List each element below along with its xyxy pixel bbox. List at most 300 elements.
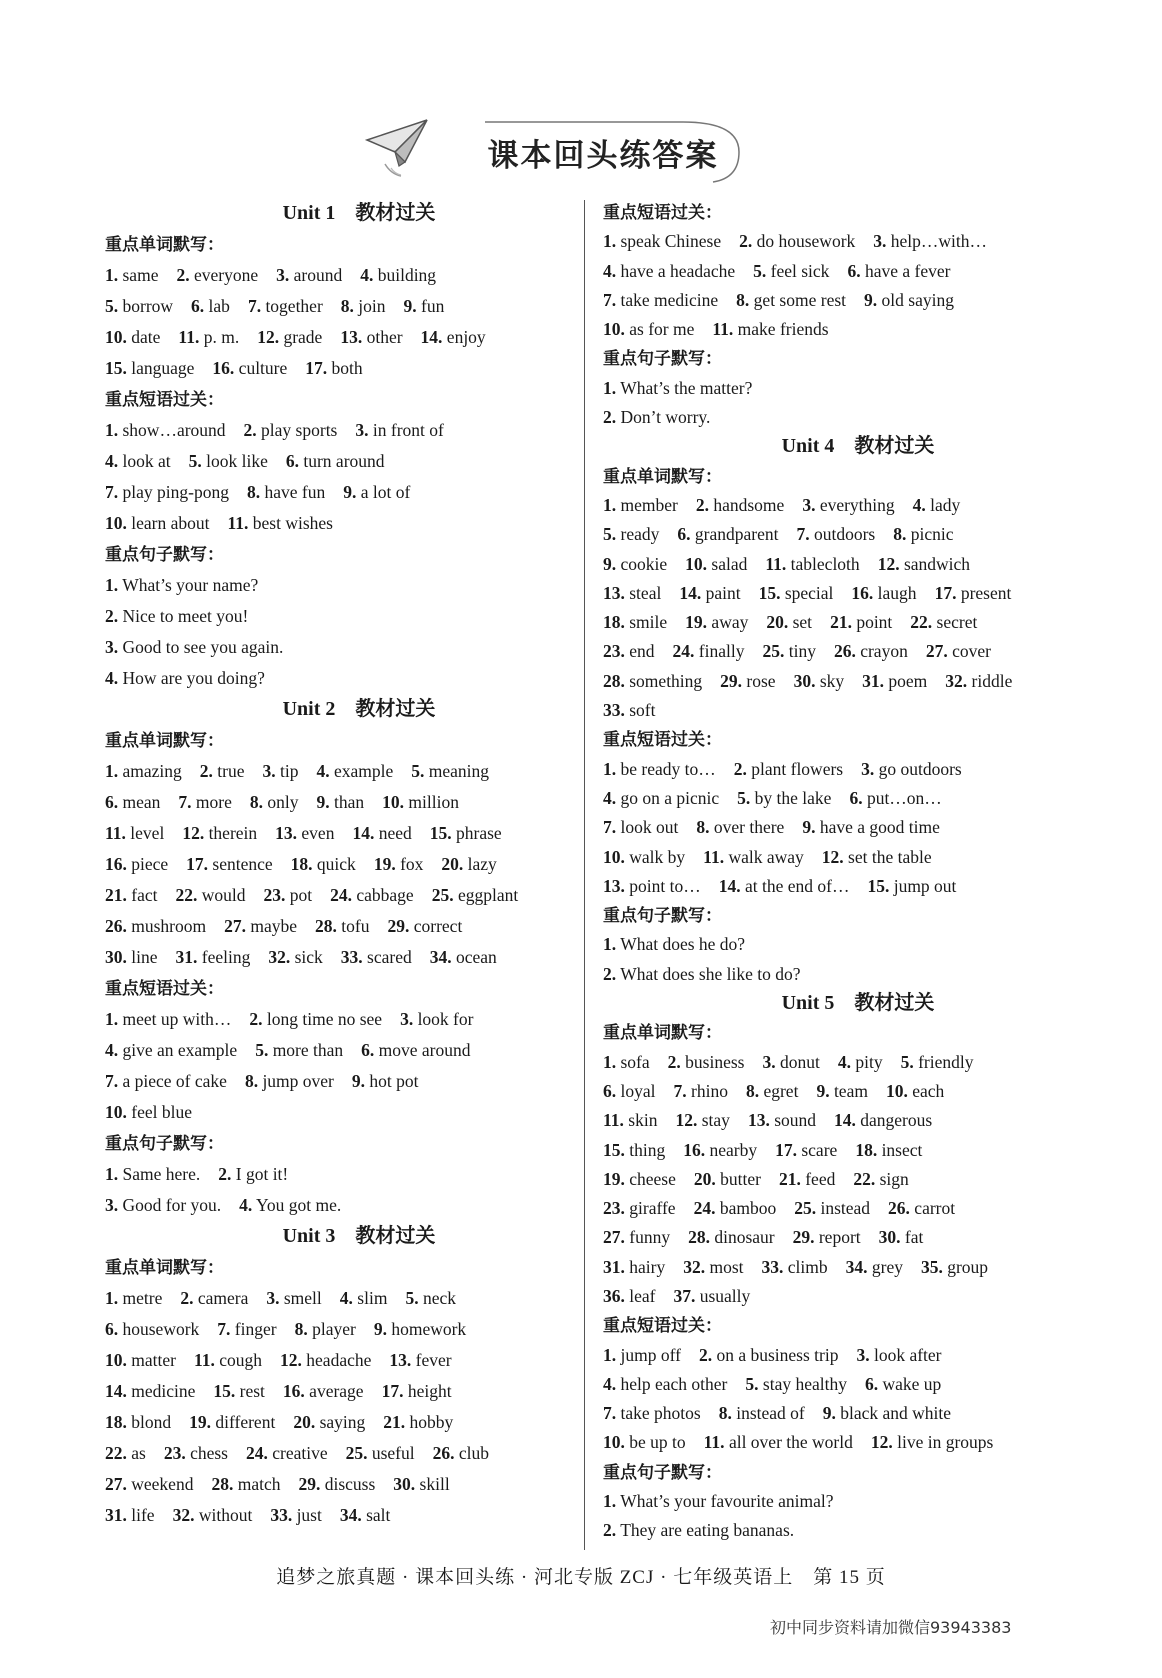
answer-line: [603, 755, 1073, 784]
answer-text: What does she like to do?: [620, 963, 801, 984]
answer-item: [855, 1140, 922, 1160]
answer-text: maybe: [250, 916, 298, 936]
answer-item: [864, 290, 954, 310]
answer-number: 24.: [330, 885, 352, 905]
answer-item: [603, 1432, 686, 1452]
answer-item: [105, 1505, 155, 1525]
answer-text: Same here.: [122, 1164, 201, 1184]
answer-number: 7.: [603, 1403, 617, 1424]
answer-item: [249, 1009, 382, 1029]
answer-number: 1.: [105, 761, 119, 781]
answer-line: [105, 570, 573, 601]
answer-text: creative: [272, 1443, 328, 1463]
answer-number: 4.: [339, 1288, 353, 1308]
answer-number: 36.: [603, 1285, 625, 1306]
answer-text: p. m.: [203, 327, 240, 347]
answer-number: 15.: [105, 358, 127, 378]
answer-item: [340, 327, 402, 347]
answer-text: They are eating bananas.: [620, 1520, 795, 1541]
answer-number: 4.: [603, 260, 617, 281]
answer-line: [105, 1438, 573, 1469]
answer-number: 13.: [747, 1110, 770, 1131]
answer-number: 9.: [603, 553, 617, 574]
answer-text: help each other: [620, 1373, 728, 1394]
answer-line: [105, 1376, 573, 1407]
answer-text: giraffe: [629, 1198, 676, 1219]
answer-item: [871, 1432, 994, 1452]
answer-text: club: [458, 1443, 490, 1463]
answer-text: matter: [131, 1350, 176, 1370]
answer-item: [105, 420, 226, 440]
answer-number: 8.: [893, 524, 907, 545]
answer-text: average: [309, 1381, 364, 1401]
answer-line: [603, 813, 1073, 842]
answer-line: [603, 1253, 1073, 1282]
answer-number: 7.: [673, 1080, 687, 1101]
answer-number: 2.: [698, 1344, 713, 1365]
answer-number: 8.: [246, 482, 261, 502]
answer-number: 28.: [211, 1474, 234, 1494]
answer-text: skill: [419, 1474, 450, 1494]
answer-item: [245, 1071, 334, 1091]
answer-text: wake up: [882, 1373, 942, 1394]
answer-line: [603, 872, 1073, 901]
answer-item: [674, 1081, 728, 1101]
answer-text: riddle: [971, 670, 1013, 691]
answer-text: neck: [422, 1288, 456, 1308]
answer-number: 9.: [373, 1319, 387, 1339]
answer-text: Nice to meet you!: [122, 606, 249, 626]
answer-number: 10.: [603, 1432, 625, 1453]
answer-text: each: [912, 1080, 945, 1101]
answer-item: [762, 1257, 828, 1277]
answer-number: 1.: [603, 494, 617, 515]
answer-text: jump over: [262, 1071, 334, 1091]
answer-text: dinosaur: [714, 1227, 775, 1248]
answer-number: 3.: [861, 758, 875, 779]
answer-number: 31.: [105, 1505, 127, 1525]
answer-number: 15.: [213, 1381, 236, 1401]
answer-item: [105, 575, 258, 595]
answer-text: dangerous: [860, 1110, 933, 1131]
answer-text: egret: [763, 1080, 799, 1101]
section-label: 重点短语过关：: [603, 203, 722, 222]
answer-text: other: [366, 327, 403, 347]
answer-text: insect: [881, 1139, 923, 1160]
answer-item: [603, 378, 752, 398]
answer-item: [879, 1227, 924, 1247]
answer-item: [746, 1081, 798, 1101]
answer-item: [276, 265, 342, 285]
answer-text: usually: [699, 1285, 751, 1306]
answer-item: [679, 583, 740, 603]
answer-number: 29.: [387, 916, 410, 936]
answer-text: play ping-pong: [122, 482, 229, 502]
answer-text: old saying: [881, 289, 954, 310]
answer-item: [200, 761, 245, 781]
section-label: 重点句子默写：: [105, 1134, 224, 1153]
answer-number: 5.: [745, 1373, 759, 1394]
answer-line: [603, 227, 1073, 256]
answer-line: [603, 667, 1073, 696]
answer-item: [298, 1474, 375, 1494]
answer-item: [603, 261, 735, 281]
answer-number: 2.: [180, 1288, 194, 1308]
answer-number: 9.: [822, 1403, 836, 1424]
answer-text: feeling: [201, 947, 251, 967]
answer-number: 34.: [429, 947, 452, 967]
answer-number: 1.: [105, 1288, 119, 1308]
answer-number: 16.: [105, 854, 127, 874]
answer-line: [603, 1194, 1073, 1223]
answer-text: blond: [131, 1412, 172, 1432]
answer-item: [834, 1110, 932, 1130]
answer-number: 5.: [411, 761, 425, 781]
answer-item: [182, 823, 257, 843]
answer-text: metre: [122, 1288, 163, 1308]
unit-title: Unit 4 教材过关: [781, 435, 935, 458]
answer-item: [720, 671, 775, 691]
answer-number: 27.: [105, 1474, 127, 1494]
answer-text: business: [685, 1051, 745, 1072]
answer-item: [189, 1412, 275, 1432]
answer-text: on a business trip: [716, 1344, 839, 1365]
answer-text: Don’t worry.: [620, 407, 711, 428]
answer-item: [341, 296, 386, 316]
answer-number: 14.: [718, 875, 741, 896]
answer-number: 1.: [105, 420, 119, 440]
answer-number: 1.: [105, 575, 119, 595]
answer-text: discuss: [324, 1474, 376, 1494]
answer-item: [315, 916, 369, 936]
answer-item: [389, 1350, 451, 1370]
answer-text: cabbage: [356, 885, 414, 905]
answer-number: 1.: [603, 1491, 617, 1512]
answer-number: 15.: [758, 582, 781, 603]
answer-item: [105, 1071, 227, 1091]
answer-item: [603, 876, 701, 896]
answer-item: [266, 1288, 321, 1308]
answer-item: [355, 420, 443, 440]
answer-item: [105, 637, 283, 657]
answer-item: [793, 1227, 861, 1247]
answer-item: [603, 759, 716, 779]
answer-number: 35.: [920, 1256, 943, 1277]
answer-item: [105, 1381, 195, 1401]
answer-text: only: [267, 792, 299, 812]
answer-text: meet up with…: [122, 1009, 232, 1029]
section-label: 重点句子默写：: [603, 349, 722, 369]
answer-text: cover: [952, 641, 991, 662]
answer-text: speak Chinese: [620, 231, 722, 252]
answer-text: fat: [904, 1227, 924, 1248]
answer-item: [677, 524, 778, 544]
answer-item: [317, 792, 365, 812]
answer-item: [603, 1520, 794, 1540]
answer-item: [736, 290, 846, 310]
answer-number: 16.: [282, 1381, 305, 1401]
answer-text: rest: [239, 1381, 265, 1401]
answer-number: 28.: [315, 916, 337, 936]
answer-number: 14.: [679, 582, 702, 603]
answer-number: 3.: [105, 1195, 119, 1215]
answer-text: What’s your name?: [122, 575, 259, 595]
answer-text: go on a picnic: [620, 787, 720, 808]
answer-item: [105, 1412, 171, 1432]
answer-item: [675, 1110, 729, 1130]
answer-number: 9.: [816, 1080, 830, 1101]
answer-item: [173, 1505, 253, 1525]
answer-item: [603, 231, 721, 251]
answer-item: [673, 641, 745, 661]
answer-item: [901, 1052, 974, 1072]
answer-line: [105, 601, 573, 632]
answer-item: [180, 1288, 248, 1308]
answer-item: [360, 265, 436, 285]
answer-number: 8.: [244, 1071, 259, 1091]
answer-text: have a good time: [819, 817, 940, 838]
answer-number: 4.: [105, 451, 119, 471]
answer-number: 13.: [389, 1350, 412, 1370]
answer-item: [191, 296, 230, 316]
answer-text: point: [856, 612, 893, 633]
answer-item: [430, 823, 502, 843]
answer-item: [861, 759, 962, 779]
section-label: 重点短语过关：: [603, 1316, 722, 1336]
answer-line: [603, 960, 1073, 989]
answer-number: 3.: [802, 494, 816, 515]
answer-item: [213, 1381, 265, 1401]
answer-text: tofu: [341, 916, 370, 936]
answer-number: 7.: [796, 524, 810, 545]
answer-text: Good for you.: [122, 1195, 222, 1215]
answer-item: [263, 761, 299, 781]
answer-text: What does he do?: [620, 934, 746, 955]
answer-item: [105, 606, 248, 626]
answer-item: [759, 583, 834, 603]
answer-item: [105, 1040, 237, 1060]
answer-item: [421, 327, 486, 347]
answer-number: 5.: [603, 524, 617, 545]
answer-number: 17.: [934, 582, 957, 603]
answer-number: 9.: [403, 296, 417, 316]
answer-item: [275, 823, 334, 843]
answer-number: 24.: [245, 1443, 268, 1463]
answer-number: 31.: [603, 1256, 625, 1277]
answer-number: 21.: [383, 1412, 406, 1432]
answer-text: cheese: [629, 1168, 676, 1189]
answer-text: poem: [888, 670, 928, 691]
answer-number: 37.: [673, 1285, 696, 1306]
answer-text: group: [947, 1256, 989, 1277]
answer-item: [603, 1345, 681, 1365]
answer-item: [603, 1403, 701, 1423]
answer-item: [603, 1286, 655, 1306]
answer-number: 2.: [603, 963, 617, 984]
answer-number: 23.: [163, 1443, 186, 1463]
answer-line: [105, 446, 573, 477]
answer-text: camera: [197, 1288, 249, 1308]
answer-item: [694, 1169, 761, 1189]
answer-text: sound: [774, 1110, 816, 1131]
answer-text: walk away: [728, 846, 804, 867]
answer-item: [603, 290, 718, 310]
answer-number: 10.: [885, 1080, 908, 1101]
answer-item: [186, 854, 273, 874]
answer-item: [405, 1288, 456, 1308]
answer-item: [822, 847, 932, 867]
answer-item: [346, 1443, 415, 1463]
answer-text: be up to: [629, 1432, 686, 1453]
answer-item: [432, 885, 519, 905]
answer-text: without: [198, 1505, 253, 1525]
answer-text: weekend: [131, 1474, 194, 1494]
answer-line: [105, 663, 573, 694]
answer-number: 31.: [862, 670, 885, 691]
answer-item: [603, 554, 667, 574]
answer-number: 20.: [293, 1412, 316, 1432]
answer-text: just: [296, 1505, 322, 1525]
answer-number: 11.: [712, 319, 734, 340]
answer-text: go outdoors: [878, 758, 962, 779]
answer-text: I got it!: [235, 1164, 289, 1184]
answer-text: a piece of cake: [122, 1071, 227, 1091]
answer-number: 11.: [227, 513, 249, 533]
answer-text: example: [333, 761, 394, 781]
section-label: 重点短语过关：: [105, 390, 224, 409]
answer-line: [603, 403, 1073, 432]
answer-number: 12.: [675, 1110, 698, 1131]
answer-text: around: [293, 265, 343, 285]
answer-number: 9.: [351, 1071, 366, 1091]
answer-text: jump off: [620, 1344, 681, 1365]
answer-item: [105, 482, 229, 502]
answer-item: [105, 451, 171, 471]
answer-number: 2.: [199, 761, 213, 781]
answer-item: [280, 1350, 371, 1370]
answer-number: 18.: [290, 854, 313, 874]
answer-item: [316, 761, 393, 781]
answer-text: fox: [400, 854, 424, 874]
answer-text: play sports: [261, 420, 338, 440]
answer-number: 2.: [695, 494, 709, 515]
answer-text: salad: [711, 553, 748, 574]
answer-item: [105, 1164, 200, 1184]
answer-item: [603, 817, 678, 837]
answer-item: [105, 327, 160, 347]
answer-text: What’s your favourite animal?: [620, 1491, 834, 1512]
answer-number: 8.: [696, 817, 710, 838]
answer-text: learn about: [131, 513, 210, 533]
answer-item: [217, 1319, 276, 1339]
answer-number: 25.: [794, 1198, 817, 1219]
answer-item: [603, 964, 801, 984]
answer-text: get some rest: [753, 289, 847, 310]
answer-number: 14.: [352, 823, 375, 843]
answer-item: [910, 612, 977, 632]
answer-line: [603, 520, 1073, 549]
answer-item: [212, 358, 287, 378]
answer-item: [603, 788, 719, 808]
answer-text: set: [792, 612, 813, 633]
answer-text: homework: [391, 1319, 467, 1339]
answer-number: 10.: [603, 846, 625, 867]
answer-number: 30.: [878, 1227, 901, 1248]
answer-item: [603, 1257, 665, 1277]
answer-item: [719, 876, 850, 896]
answer-text: live in groups: [897, 1432, 994, 1453]
answer-item: [291, 854, 356, 874]
answer-item: [293, 1412, 365, 1432]
answer-item: [341, 947, 412, 967]
answer-number: 30.: [793, 670, 816, 691]
answer-item: [603, 1052, 650, 1072]
answer-number: 20.: [766, 612, 789, 633]
answer-item: [603, 407, 710, 427]
answer-number: 6.: [285, 451, 299, 471]
answer-item: [603, 1140, 665, 1160]
unit-title: Unit 3 教材过关: [282, 1225, 436, 1247]
answer-line: [105, 911, 573, 942]
answer-item: [164, 1443, 228, 1463]
answer-line: [105, 353, 573, 384]
answer-number: 30.: [393, 1474, 416, 1494]
answer-text: everyone: [193, 265, 259, 285]
answer-item: [382, 792, 459, 812]
answer-item: [766, 612, 812, 632]
answer-item: [105, 761, 182, 781]
answer-text: nearby: [709, 1139, 758, 1160]
answer-item: [913, 495, 961, 515]
answer-line: [603, 1077, 1073, 1106]
answer-item: [352, 823, 411, 843]
answer-line: [603, 1516, 1073, 1545]
answer-item: [734, 759, 843, 779]
section-label: 重点句子默写：: [603, 906, 722, 926]
answer-item: [263, 885, 312, 905]
answer-number: 2.: [243, 420, 257, 440]
answer-text: tablecloth: [790, 553, 860, 574]
answer-item: [849, 788, 941, 808]
answer-number: 3.: [355, 420, 369, 440]
answer-item: [794, 1198, 870, 1218]
answer-text: look after: [873, 1344, 942, 1365]
answer-number: 17.: [305, 358, 328, 378]
answer-text: more than: [272, 1040, 344, 1060]
answer-item: [603, 934, 745, 954]
answer-number: 32.: [268, 947, 291, 967]
answer-text: sofa: [620, 1051, 650, 1072]
answer-number: 18.: [105, 1412, 127, 1432]
answer-text: pot: [289, 885, 313, 905]
answer-item: [603, 700, 656, 720]
answer-text: present: [960, 582, 1012, 603]
answer-number: 21.: [778, 1168, 801, 1189]
answer-item: [685, 612, 748, 632]
answer-item: [893, 524, 953, 544]
answer-text: enjoy: [446, 327, 486, 347]
answer-number: 22.: [105, 1443, 127, 1463]
answer-item: [105, 1102, 192, 1122]
right-column: [603, 198, 1073, 1546]
answer-number: 2.: [105, 606, 119, 626]
answer-text: salt: [366, 1505, 391, 1525]
answer-text: turn around: [303, 451, 385, 471]
answer-text: lazy: [467, 854, 497, 874]
answer-item: [178, 327, 239, 347]
answer-text: scared: [367, 947, 412, 967]
answer-number: 24.: [693, 1198, 716, 1219]
